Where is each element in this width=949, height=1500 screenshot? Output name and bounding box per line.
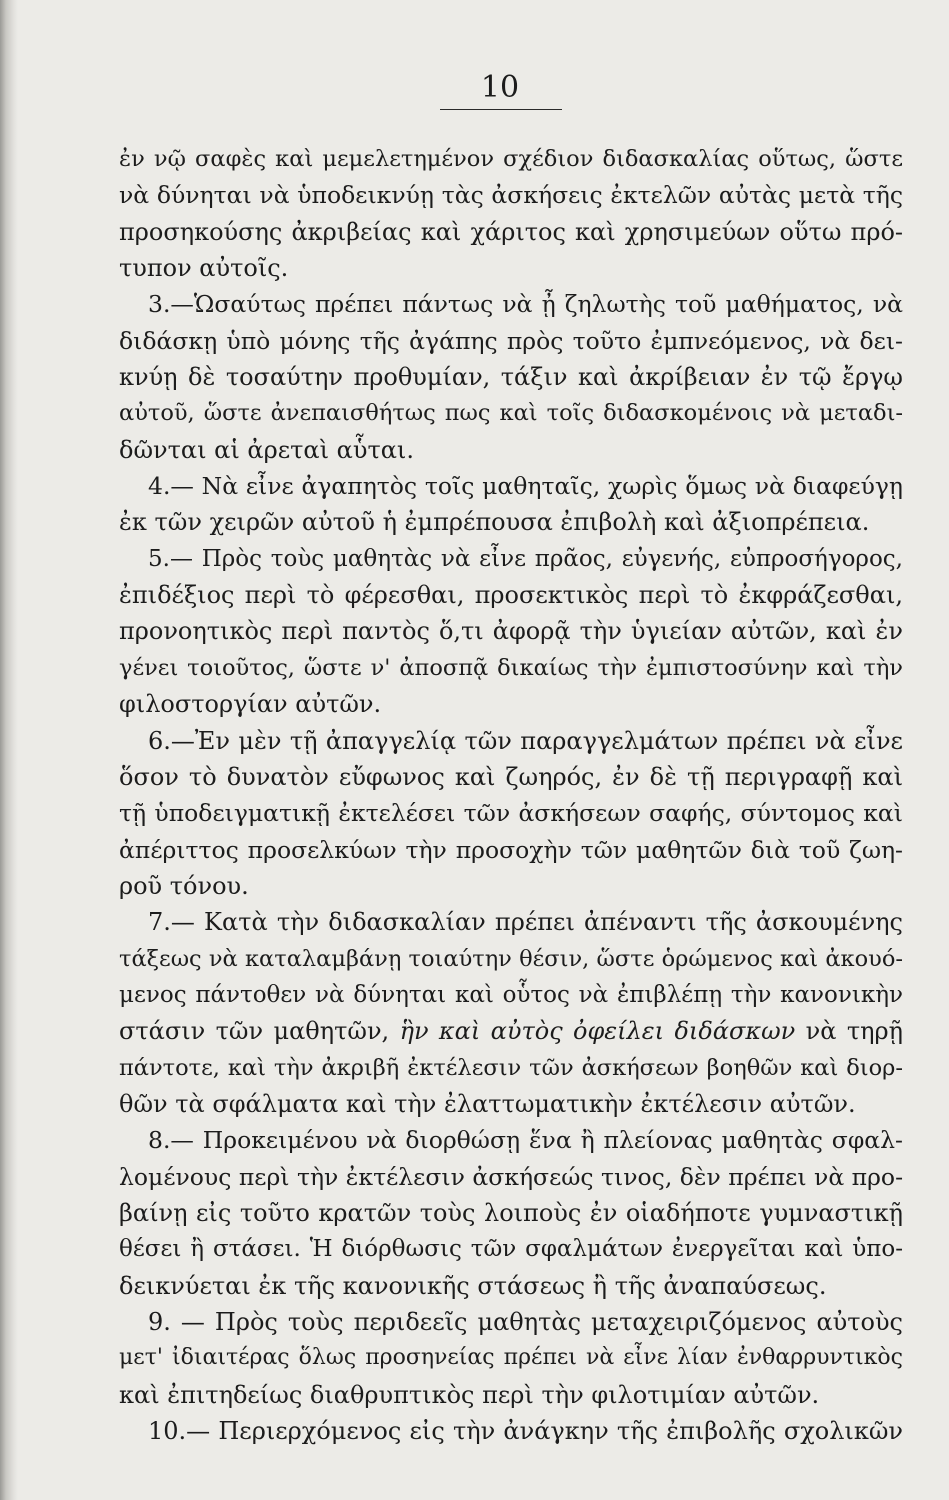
text-line: κνύῃ δὲ τοσαύτην προθυμίαν, τάξιν καὶ ἀκρίβειαν ἐν τῷ ἔργῳ <box>119 363 903 392</box>
text-line: τάξεως νὰ καταλαμβάνῃ τοιαύτην θέσιν, ὥστε ὁρώμενος καὶ ἀκουό- <box>119 945 903 972</box>
text-line <box>119 1013 903 1049</box>
text-line: ἐν νῷ σαφὲς καὶ μεμελετημένον σχέδιον διδασκαλίας οὕτως, ὥστε <box>119 146 903 172</box>
text-line: τῇ ὑποδειγματικῇ ἐκτελέσει τῶν ἀσκήσεων σαφής, σύντομος καὶ <box>119 799 903 828</box>
text-fragment: νὰ τηρῇ <box>795 1017 903 1046</box>
text-line: 8.— Προκειμένου νὰ διορθώσῃ ἕνα ἢ πλείονας μαθητὰς σφαλ- <box>148 1126 903 1155</box>
text-line: 9. — Πρὸς τοὺς περιδεεῖς μαθητὰς μεταχειριζόμενος αὐτοὺς <box>148 1308 903 1336</box>
text-line: ἐκ τῶν χειρῶν αὐτοῦ ἡ ἐμπρέπουσα ἐπιβολὴ καὶ ἀξιοπρέπεια. <box>119 508 870 537</box>
text-line: βαίνῃ εἰς τοῦτο κρατῶν τοὺς λοιποὺς ἐν οἱαδήποτε γυμναστικῇ <box>119 1198 903 1227</box>
emphasized-phrase: ἣν καὶ αὐτὸς ὀφείλει διδάσκων <box>399 1017 796 1046</box>
text-line: δεικνύεται ἐκ τῆς κανονικῆς στάσεως ἢ τῆς ἀναπαύσεως. <box>119 1271 827 1300</box>
text-line: τυπον αὐτοῖς. <box>119 254 289 283</box>
text-line: θῶν τὰ σφάλματα καὶ τὴν ἐλαττωματικὴν ἐκτέλεσιν αὐτῶν. <box>119 1089 856 1118</box>
page-number-rule <box>440 109 562 110</box>
text-line: φιλοστοργίαν αὐτῶν. <box>119 690 382 719</box>
text-line: προσηκούσης ἀκριβείας καὶ χάριτος καὶ χρησιμεύων οὕτω πρό- <box>119 217 903 246</box>
text-line: 4.— Νὰ εἶνε ἀγαπητὸς τοῖς μαθηταῖς, χωρὶς ὅμως νὰ διαφεύγῃ <box>148 472 903 501</box>
page-gutter-shadow <box>0 0 18 1500</box>
text-line: γένει τοιοῦτος, ὥστε ν' ἀποσπᾷ δικαίως τὴν ἐμπιστοσύνην καὶ τὴν <box>119 654 903 681</box>
text-line: μενος πάντοθεν νὰ δύνηται καὶ οὗτος νὰ ἐπιβλέπῃ τὴν κανονικὴν <box>119 981 903 1008</box>
body-text <box>119 141 903 1449</box>
text-line: 10.— Περιερχόμενος εἰς τὴν ἀνάγκην τῆς ἐπιβολῆς σχολικῶν <box>148 1417 903 1446</box>
text-fragment: στάσιν τῶν μαθητῶν, <box>119 1017 400 1046</box>
text-line: 5.— Πρὸς τοὺς μαθητὰς νὰ εἶνε πρᾶος, εὐγενής, εὐπροσήγορος, <box>148 545 903 572</box>
text-line: 6.—Ἐν μὲν τῇ ἀπαγγελίᾳ τῶν παραγγελμάτων πρέπει νὰ εἶνε <box>148 726 903 755</box>
text-line: καὶ ἐπιτηδείως διαθρυπτικὸς περὶ τὴν φιλοτιμίαν αὐτῶν. <box>119 1380 820 1409</box>
text-line: ἀπέριττος προσελκύων τὴν προσοχὴν τῶν μαθητῶν διὰ τοῦ ζωη- <box>119 835 903 864</box>
text-line: ἐπιδέξιος περὶ τὸ φέρεσθαι, προσεκτικὸς περὶ τὸ ἐκφράζεσθαι, <box>119 581 903 610</box>
text-line: ὅσον τὸ δυνατὸν εὔφωνος καὶ ζωηρός, ἐν δὲ τῇ περιγραφῇ καὶ <box>119 762 903 791</box>
text-line: λομένους περὶ τὴν ἐκτέλεσιν ἀσκήσεώς τινος, δὲν πρέπει νὰ προ- <box>119 1162 904 1191</box>
text-line: 3.—Ὡσαύτως πρέπει πάντως νὰ ᾖ ζηλωτὴς τοῦ μαθήματος, νὰ <box>148 290 903 319</box>
text-line: νὰ δύνηται νὰ ὑποδεικνύῃ τὰς ἀσκήσεις ἐκτελῶν αὐτὰς μετὰ τῆς <box>119 181 903 210</box>
text-line: αὐτοῦ, ὥστε ἀνεπαισθήτως πως καὶ τοῖς διδασκομένοις νὰ μεταδι- <box>119 400 903 427</box>
text-line: διδάσκῃ ὑπὸ μόνης τῆς ἀγάπης πρὸς τοῦτο ἐμπνεόμενος, νὰ δει- <box>119 326 903 355</box>
text-line: 7.— Κατὰ τὴν διδασκαλίαν πρέπει ἀπέναντι τῆς ἀσκουμένης <box>148 908 903 937</box>
text-line: ροῦ τόνου. <box>119 871 249 900</box>
page-number: 10 <box>480 70 520 105</box>
text-line: πάντοτε, καὶ τὴν ἀκριβῆ ἐκτέλεσιν τῶν ἀσκήσεων βοηθῶν καὶ διορ- <box>119 1054 903 1081</box>
text-line: προνοητικὸς περὶ παντὸς ὅ,τι ἀφορᾷ τὴν ὑγιείαν αὐτῶν, καὶ ἐν <box>119 617 903 646</box>
text-line: δῶνται αἱ ἀρεταὶ αὗται. <box>119 435 414 464</box>
text-line: μετ' ἰδιαιτέρας ὅλως προσηνείας πρέπει νὰ εἶνε λίαν ἐνθαρρυντικὸς <box>119 1345 903 1371</box>
text-line: θέσει ἢ στάσει. Ἡ διόρθωσις τῶν σφαλμάτων ἐνεργεῖται καὶ ὑπο- <box>119 1236 903 1263</box>
